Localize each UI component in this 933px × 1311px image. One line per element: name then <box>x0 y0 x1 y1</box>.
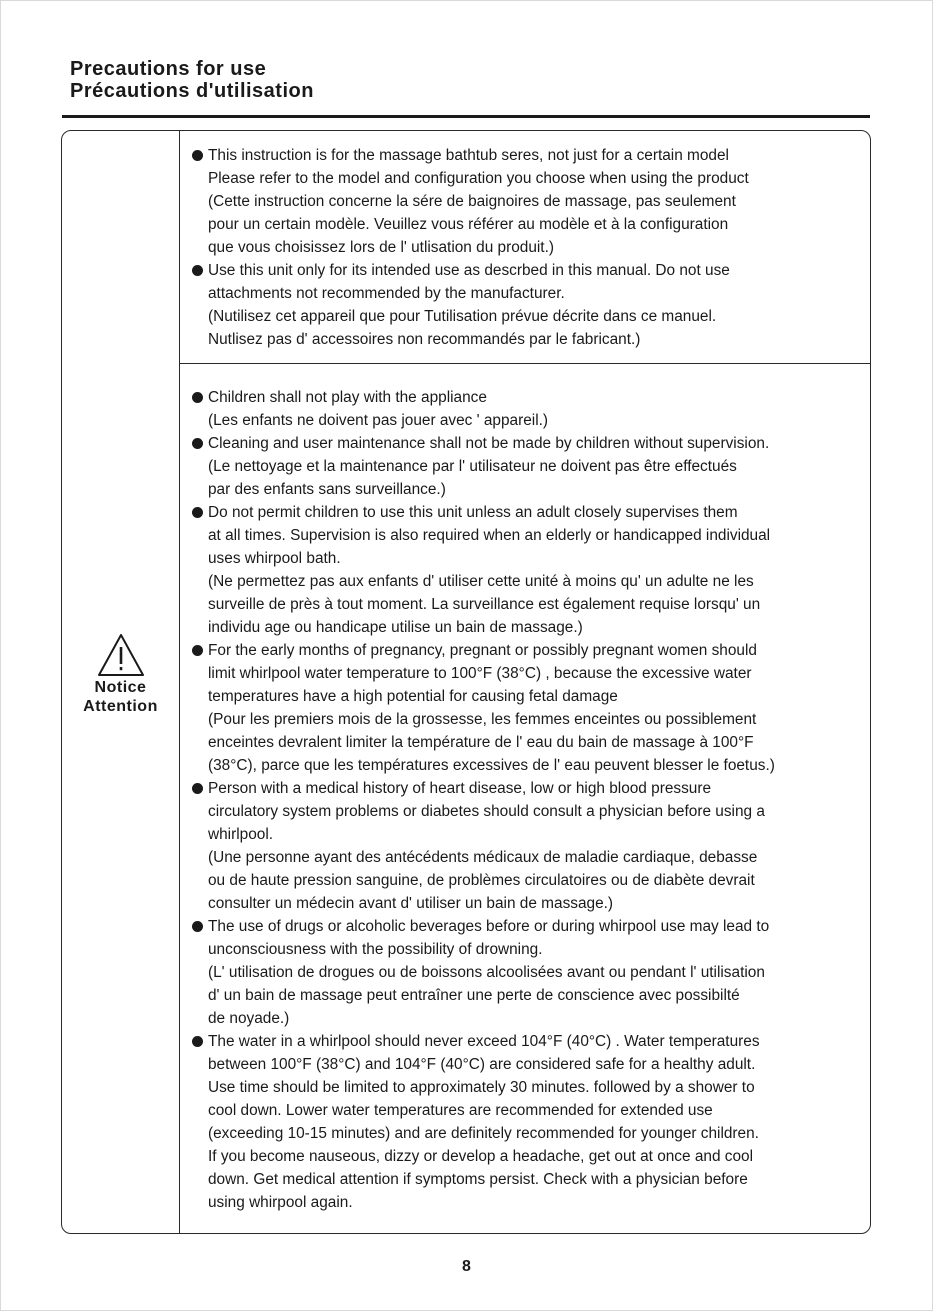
text-line: temperatures have a high potential for causing fetal damage <box>208 688 618 705</box>
text-line: (Pour les premiers mois de la grossesse, les femmes enceintes ou possiblement <box>208 711 757 728</box>
section-general-use <box>190 144 868 351</box>
bullet-item: Children shall not play with the appliance <box>190 386 868 409</box>
text-line: (Nutilisez cet appareil que pour Tutilisation prévue décrite dans ce manuel. <box>208 308 717 325</box>
text-line: at all times. Supervision is also required when an elderly or handicapped individual <box>208 527 771 544</box>
attention-label: Attention <box>83 698 158 715</box>
text-line: limit whirlpool water temperature to 100°F (38°C) , because the excessive water <box>208 665 752 682</box>
text-line: (L' utilisation de drogues ou de boissons alcoolisées avant ou pendant l' utilisation <box>208 964 765 981</box>
text-line: cool down. Lower water temperatures are recommended for extended use <box>208 1102 713 1119</box>
text-line: (Le nettoyage et la maintenance par l' utilisateur ne doivent pas être effectués <box>208 458 737 475</box>
column-divider <box>179 130 180 1234</box>
warning-triangle-icon <box>96 632 146 678</box>
notice-label: Notice <box>94 679 147 696</box>
bullet-item: This instruction is for the massage bathtub seres, not just for a certain model <box>190 144 868 167</box>
text-line: circulatory system problems or diabetes should consult a physician before using a <box>208 803 765 820</box>
text-line: unconsciousness with the possibility of drowning. <box>208 941 543 958</box>
text-line: (Une personne ayant des antécédents médicaux de maladie cardiaque, debasse <box>208 849 758 866</box>
text-line: using whirpool again. <box>208 1194 353 1211</box>
title-french: Précautions d'utilisation <box>70 80 314 102</box>
text-line: enceintes devralent limiter la température de l' eau du bain de massage à 100°F <box>208 734 754 751</box>
text-line: down. Get medical attention if symptoms persist. Check with a physician before <box>208 1171 748 1188</box>
text-line: (38°C), parce que les températures excessives de l' eau peuvent blesser le foetus.) <box>208 757 775 774</box>
text-line: Nutlisez pas d' accessoires non recommandés par le fabricant.) <box>208 331 641 348</box>
text-line: Please refer to the model and configuration you choose when using the product <box>208 170 749 187</box>
page-title <box>70 58 314 102</box>
text-line: uses whirpool bath. <box>208 550 341 567</box>
text-line: par des enfants sans surveillance.) <box>208 481 446 498</box>
text-line: consulter un médecin avant d' utiliser un bain de massage.) <box>208 895 614 912</box>
bullet-item: The water in a whirlpool should never exceed 104°F (40°C) . Water temperatures <box>190 1030 868 1053</box>
text-line: (Les enfants ne doivent pas jouer avec ' appareil.) <box>208 412 549 429</box>
notice-cell <box>62 632 179 716</box>
text-line: between 100°F (38°C) and 104°F (40°C) are considered safe for a healthy adult. <box>208 1056 756 1073</box>
text-line: (Cette instruction concerne la sére de baignoires de massage, pas seulement <box>208 193 736 210</box>
bullet-item: Person with a medical history of heart disease, low or high blood pressure <box>190 777 868 800</box>
bullet-item: Do not permit children to use this unit unless an adult closely supervises them <box>190 501 868 524</box>
text-line: surveille de près à tout moment. La surveillance est également requise lorsqu' un <box>208 596 761 613</box>
page-number: 8 <box>462 1258 471 1275</box>
text-line: individu age ou handicape utilise un bain de massage.) <box>208 619 583 636</box>
text-line: whirlpool. <box>208 826 274 843</box>
title-english: Precautions for use <box>70 58 267 80</box>
bullet-item: For the early months of pregnancy, pregnant or possibly pregnant women should <box>190 639 868 662</box>
bullet-item: Cleaning and user maintenance shall not be made by children without supervision. <box>190 432 868 455</box>
text-line: ou de haute pression sanguine, de problèmes circulatoires ou de diabète devrait <box>208 872 755 889</box>
text-line: (Ne permettez pas aux enfants d' utiliser cette unité à moins qu' un adulte ne les <box>208 573 754 590</box>
text-line: If you become nauseous, dizzy or develop a headache, get out at once and cool <box>208 1148 754 1165</box>
text-line: que vous choisissez lors de l' utlisation du produit.) <box>208 239 554 256</box>
text-line: pour un certain modèle. Veuillez vous référer au modèle et à la configuration <box>208 216 729 233</box>
bullet-item: The use of drugs or alcoholic beverages before or during whirpool use may lead to <box>190 915 868 938</box>
text-line: de noyade.) <box>208 1010 290 1027</box>
section-safety-warnings <box>190 386 868 1214</box>
row-divider <box>179 363 871 364</box>
text-line: d' un bain de massage peut entraîner une perte de conscience avec possibilté <box>208 987 740 1004</box>
title-rule <box>62 115 870 118</box>
text-line: Use time should be limited to approximately 30 minutes. followed by a shower to <box>208 1079 755 1096</box>
text-line: attachments not recommended by the manufacturer. <box>208 285 565 302</box>
bullet-item: Use this unit only for its intended use as descrbed in this manual. Do not use <box>190 259 868 282</box>
text-line: (exceeding 10-15 minutes) and are definitely recommended for younger children. <box>208 1125 759 1142</box>
